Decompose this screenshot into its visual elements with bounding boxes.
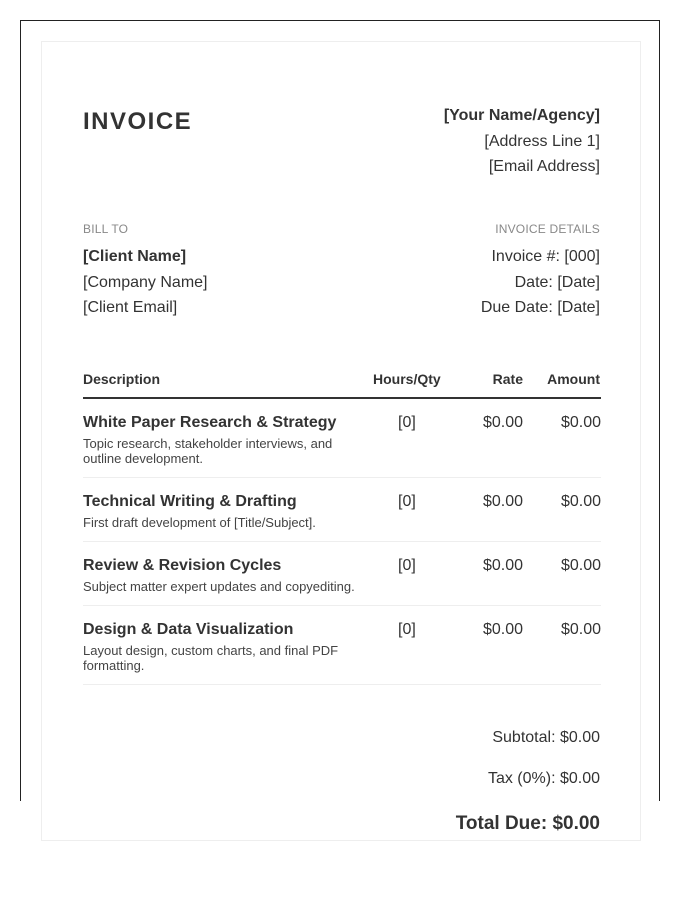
invoice-date: Date: [Date]	[514, 274, 600, 291]
line-item-description: Layout design, custom charts, and final PDF formatting.	[83, 643, 339, 673]
line-item-rate: $0.00	[482, 493, 523, 510]
line-item-qty: [0]	[398, 621, 416, 638]
table-row	[83, 493, 601, 542]
invoice-details-label: INVOICE DETAILS	[495, 222, 600, 236]
column-header-hours: Hours/Qty	[373, 371, 441, 387]
invoice-page	[41, 41, 641, 841]
table-header-divider	[83, 397, 601, 399]
sender-name: [Your Name/Agency]	[443, 107, 600, 124]
line-item-rate: $0.00	[482, 557, 523, 574]
sender-address: [Address Line 1]	[484, 133, 600, 150]
line-item-amount: $0.00	[560, 621, 601, 638]
line-item-qty: [0]	[398, 557, 416, 574]
invoice-number: Invoice #: [000]	[491, 248, 600, 265]
line-item-title: Technical Writing & Drafting	[83, 493, 297, 510]
line-item-description: Subject matter expert updates and copyediting.	[83, 579, 355, 594]
document-viewport	[20, 20, 660, 834]
line-item-description: Topic research, stakeholder interviews, and outline development.	[83, 436, 333, 466]
line-item-qty: [0]	[398, 414, 416, 431]
line-item-qty: [0]	[398, 493, 416, 510]
line-item-title: White Paper Research & Strategy	[83, 414, 337, 431]
line-item-rate: $0.00	[482, 414, 523, 431]
tax: Tax (0%): $0.00	[487, 770, 600, 787]
table-row	[83, 621, 601, 685]
table-row	[83, 557, 601, 606]
total-due: Total Due: $0.00	[455, 813, 600, 834]
client-email: [Client Email]	[83, 299, 178, 316]
column-header-rate: Rate	[492, 371, 523, 387]
line-item-amount: $0.00	[560, 557, 601, 574]
bill-to-label: BILL TO	[83, 222, 129, 236]
line-item-description: First draft development of [Title/Subject].	[83, 515, 316, 530]
subtotal: Subtotal: $0.00	[492, 729, 600, 746]
invoice-title: INVOICE	[83, 108, 193, 135]
line-item-amount: $0.00	[560, 493, 601, 510]
company-name: [Company Name]	[83, 274, 208, 291]
sender-email: [Email Address]	[488, 158, 600, 175]
line-item-title: Review & Revision Cycles	[83, 557, 282, 574]
column-header-amount: Amount	[547, 371, 600, 387]
column-header-description: Description	[83, 371, 161, 387]
line-item-title: Design & Data Visualization	[83, 621, 294, 638]
table-row	[83, 414, 601, 478]
invoice-due-date: Due Date: [Date]	[480, 299, 600, 316]
client-name: [Client Name]	[83, 248, 187, 265]
line-item-amount: $0.00	[560, 414, 601, 431]
line-item-rate: $0.00	[482, 621, 523, 638]
